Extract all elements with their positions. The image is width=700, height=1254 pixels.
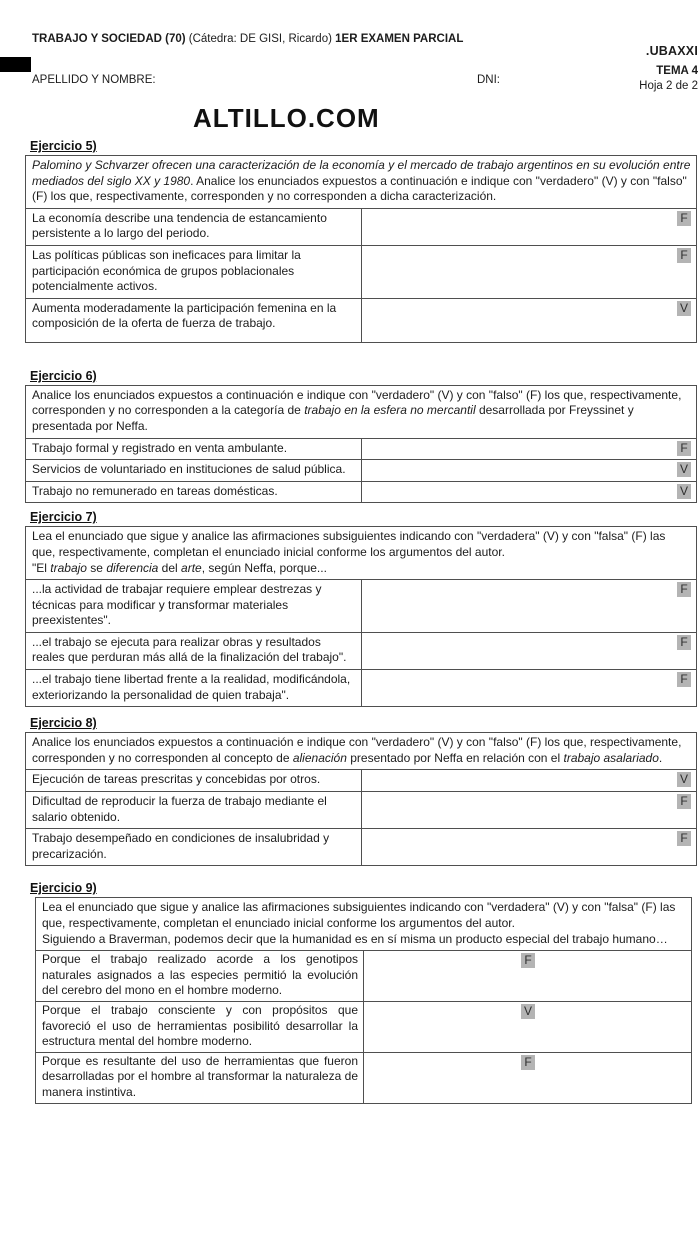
dni-field-label: DNI: [477, 74, 500, 86]
answer-cell[interactable] [364, 951, 692, 1002]
answer-cell[interactable] [364, 1052, 692, 1103]
course-name: TRABAJO Y SOCIEDAD (70) [32, 33, 186, 45]
exercise-5-table [25, 155, 697, 343]
answer-cell[interactable] [361, 792, 697, 829]
answer-cell[interactable] [361, 632, 697, 669]
answer-value[interactable]: F [677, 672, 691, 687]
exercise-8 [25, 716, 697, 866]
exercise-7-table [25, 526, 697, 707]
answer-value[interactable]: V [521, 1004, 535, 1019]
exercise-8-table [25, 732, 697, 866]
statement-text: Ejecución de tareas prescritas y concebidas por otros. [26, 770, 362, 792]
answer-cell[interactable] [361, 245, 697, 298]
answer-cell[interactable] [361, 670, 697, 707]
answer-value[interactable]: V [677, 772, 691, 787]
exercise-8-title: Ejercicio 8) [30, 716, 97, 731]
statement-row [26, 580, 697, 633]
tema-label: TEMA 4 [656, 65, 698, 77]
instructions-row [26, 733, 697, 770]
exercise-5 [25, 139, 697, 343]
exercise-7 [25, 510, 697, 707]
answer-value[interactable]: F [677, 211, 691, 226]
statement-text: ...la actividad de trabajar requiere emplear destrezas y técnicas para modificar y transformar materiales preexistentes". [26, 580, 362, 633]
statement-text: ...el trabajo se ejecuta para realizar obras y resultados reales que perduran más allá de la finalización del trabajo". [26, 632, 362, 669]
statement-text: Aumenta moderadamente la participación femenina en la composición de la oferta de fuerza de trabajo. [26, 298, 362, 342]
statement-row [26, 481, 697, 503]
answer-cell[interactable] [361, 770, 697, 792]
statement-text: ...el trabajo tiene libertad frente a la realidad, modificándola, exteriorizando la personalidad de quien trabaja". [26, 670, 362, 707]
statement-row [36, 951, 692, 1002]
statement-text: Servicios de voluntariado en instituciones de salud pública. [26, 460, 362, 482]
statement-row [26, 245, 697, 298]
exercise-9-table [35, 897, 692, 1103]
redaction-box [0, 57, 31, 72]
header-right [639, 44, 698, 93]
exercise-9-title: Ejercicio 9) [30, 881, 97, 896]
exam-body [25, 139, 697, 1104]
answer-cell[interactable] [361, 298, 697, 342]
statement-text: Dificultad de reproducir la fuerza de trabajo mediante el salario obtenido. [26, 792, 362, 829]
exercise-7-instructions: Lea el enunciado que sigue y analice las afirmaciones subsiguientes indicando con "verdadera" (V) y con "falsa" (F) las que, respectivamente, completan el enunciado inicial conforme los argumentos del autor. "El trabajo se diferencia del arte, según Neffa, porque... [26, 527, 697, 580]
statement-row [26, 208, 697, 245]
answer-value[interactable]: F [677, 794, 691, 809]
answer-cell[interactable] [361, 580, 697, 633]
answer-value[interactable]: F [677, 582, 691, 597]
exercise-9-instructions: Lea el enunciado que sigue y analice las afirmaciones subsiguientes indicando con "verdadera" (V) y con "falsa" (F) las que, respectivamente, completan el enunciado inicial conforme los argumentos del autor. Siguiendo a Braverman, podemos decir que la humanidad es en sí misma un producto especial del trabajo humano… [36, 898, 692, 951]
answer-cell[interactable] [361, 438, 697, 460]
statement-text: Trabajo desempeñado en condiciones de insalubridad y precarización. [26, 829, 362, 866]
answer-cell[interactable] [361, 481, 697, 503]
exercise-6 [25, 369, 697, 504]
answer-cell[interactable] [361, 460, 697, 482]
instructions-row [26, 527, 697, 580]
instructions-row [36, 898, 692, 951]
instructions-row [26, 385, 697, 438]
page-title [32, 33, 463, 45]
statement-text: La economía describe una tendencia de estancamiento persistente a lo largo del periodo. [26, 208, 362, 245]
answer-value[interactable]: F [677, 441, 691, 456]
answer-value[interactable]: V [677, 301, 691, 316]
statement-row [26, 632, 697, 669]
statement-row [36, 1052, 692, 1103]
statement-text: Trabajo no remunerado en tareas domésticas. [26, 481, 362, 503]
answer-value[interactable]: F [677, 635, 691, 650]
course-chair: (Cátedra: DE GISI, Ricardo) [185, 33, 336, 45]
exercise-6-instructions: Analice los enunciados expuestos a continuación e indique con "verdadero" (V) y con "falso" (F) los que, respectivamente, corresponden y no corresponden a la categoría de trabajo en la esfera no mercantil desarrollada por Freyssinet y presentada por Neffa. [26, 385, 697, 438]
page-number-label: Hoja 2 de 2 [639, 80, 698, 92]
exercise-9 [25, 881, 697, 1103]
answer-value[interactable]: F [521, 953, 535, 968]
uba-xxi-logo: .UBAXXI [645, 44, 698, 58]
exercise-7-title: Ejercicio 7) [30, 510, 97, 525]
name-field-label: APELLIDO Y NOMBRE: [32, 74, 156, 86]
answer-value[interactable]: F [677, 831, 691, 846]
answer-cell[interactable] [364, 1001, 692, 1052]
exercise-5-title: Ejercicio 5) [30, 139, 97, 153]
statement-row [26, 770, 697, 792]
exercise-5-instructions: Palomino y Schvarzer ofrecen una caracterización de la economía y el mercado de trabajo argentinos en su evolución entre mediados del siglo XX y 1980. Analice los enunciados expuestos a continuación e indique con "verdadero" (V) y con "falso" (F) los que, respectivamente, corresponden y no corresponden a dicha caracterización. [26, 156, 697, 209]
answer-value[interactable]: F [677, 248, 691, 263]
instructions-row [26, 156, 697, 209]
answer-cell[interactable] [361, 208, 697, 245]
statement-row [26, 829, 697, 866]
statement-text: Trabajo formal y registrado en venta ambulante. [26, 438, 362, 460]
altillo-watermark: ALTILLO.COM [193, 103, 380, 133]
statement-row [26, 298, 697, 342]
statement-row [26, 792, 697, 829]
statement-row [26, 438, 697, 460]
statement-text: Porque es resultante del uso de herramientas que fueron desarrolladas por el hombre al transformar la naturaleza de manera instintiva. [36, 1052, 364, 1103]
statement-row [26, 460, 697, 482]
answer-value[interactable]: V [677, 462, 691, 477]
statement-text: Las políticas públicas son ineficaces para limitar la participación económica de grupos poblacionales potencialmente activos. [26, 245, 362, 298]
exam-name: 1ER EXAMEN PARCIAL [335, 33, 464, 45]
exercise-8-instructions: Analice los enunciados expuestos a continuación e indique con "verdadero" (V) y con "falso" (F) los que, respectivamente, corresponden y no corresponden al concepto de alienación presentado por Neffa en relación con el trabajo asalariado. [26, 733, 697, 770]
statement-text: Porque el trabajo consciente y con propósitos que favoreció el uso de herramientas posibilitó desarrollar la estructura mental del hombre moderno. [36, 1001, 364, 1052]
answer-value[interactable]: V [677, 484, 691, 499]
exercise-6-table [25, 385, 697, 504]
answer-value[interactable]: F [521, 1055, 535, 1070]
exercise-6-title: Ejercicio 6) [30, 368, 97, 383]
answer-cell[interactable] [361, 829, 697, 866]
statement-text: Porque el trabajo realizado acorde a los genotipos naturales asignados a las especies permitió la evolución del cerebro del mono en el hombre moderno. [36, 951, 364, 1002]
statement-row [36, 1001, 692, 1052]
statement-row [26, 670, 697, 707]
